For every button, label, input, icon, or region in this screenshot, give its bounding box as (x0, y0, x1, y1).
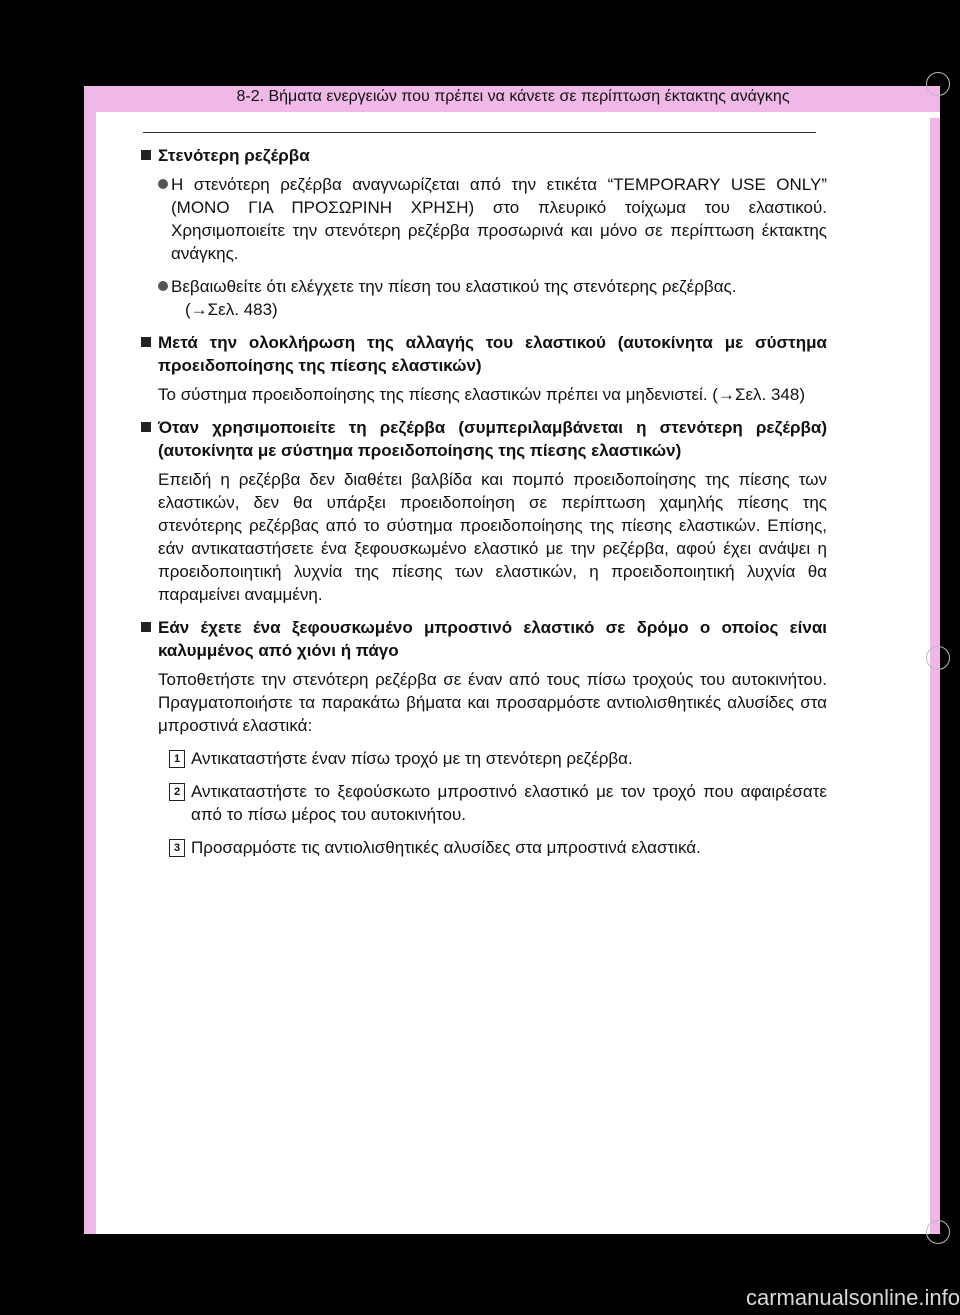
section-title: Όταν χρησιμοποιείτε τη ρεζέρβα (συμπεριλαμβάνεται η στενότερη ρεζέρβα) (αυτοκίνητα με σύστημα προειδοποίησης της πίεσης ελαστικών) (141, 416, 827, 462)
section-body: Το σύστημα προειδοποίησης της πίεσης ελαστικών πρέπει να μηδενιστεί. (→Σελ. 348) (158, 385, 806, 404)
page-reference: (→Σελ. 483) (185, 300, 278, 319)
square-bullet-icon (141, 622, 151, 632)
list-item (141, 173, 827, 265)
crop-mark-icon (926, 646, 950, 670)
right-margin-band (930, 118, 940, 1234)
section-body: Τοποθετήστε την στενότερη ρεζέρβα σε έναν από τους πίσω τροχούς του αυτοκινήτου. Πραγματοποιήστε τα παρακάτω βήματα και προσαρμόστε αντιολισθητικές αλυσίδες στα μπροστινά ελαστικά: (158, 670, 827, 735)
step-item (141, 836, 827, 859)
step-text: Αντικαταστήστε έναν πίσω τροχό με τη στενότερη ρεζέρβα. (191, 749, 633, 768)
section-title: Εάν έχετε ένα ξεφουσκωμένο μπροστινό ελαστικό σε δρόμο ο οποίος είναι καλυμμένος από χιόνι ή πάγο (141, 616, 827, 662)
step-number: 2 (169, 783, 185, 801)
page-content (141, 144, 827, 869)
section-body: Επειδή η ρεζέρβα δεν διαθέτει βαλβίδα και πομπό προειδοποίησης της πίεσης των ελαστικών, δεν θα υπάρξει προειδοποίηση σε περίπτωση χαμηλής πίεσης της στενότερης ρεζέρβας από το σύστημα προειδοποίησης της πίεσης ελαστικών. Επίσης, εάν αντικαταστήσετε ένα ξεφουσκωμένο ελαστικό με την ρεζέρβα, αφού έχει ανάψει η προειδοποιητική λυχνία της πίεσης των ελαστικών, η προειδοποιητική λυχνία θα παραμείνει αναμμένη. (158, 470, 827, 604)
bullet-text: Η στενότερη ρεζέρβα αναγνωρίζεται από την ετικέτα “TEMPORARY USE ONLY” (ΜΟΝΟ ΓΙΑ ΠΡΟΣΩΡΙΝΗ ΧΡΗΣΗ) στο πλευρικό τοίχωμα του ελαστικού. Χρησιμοποιείτε την στενότερη ρεζέρβα προσωρινά και μόνο σε περίπτωση έκτακτης ανάγκης. (171, 175, 827, 263)
square-bullet-icon (141, 422, 151, 432)
left-margin-band (84, 86, 96, 1234)
manual-page (84, 86, 940, 1234)
watermark: carmanualsonline.info (745, 1285, 960, 1310)
section-title: Μετά την ολοκλήρωση της αλλαγής του ελαστικού (αυτοκίνητα με σύστημα προειδοποίησης της πίεσης ελαστικών) (141, 331, 827, 377)
step-item (141, 747, 827, 770)
section-title: Στενότερη ρεζέρβα (141, 144, 827, 167)
page-header (96, 86, 940, 112)
circle-bullet-icon (158, 281, 168, 291)
header-title: 8-2. Βήματα ενεργειών που πρέπει να κάνετε σε περίπτωση έκτακτης ανάγκης (236, 88, 790, 105)
bullet-text: Βεβαιωθείτε ότι ελέγχετε την πίεση του ελαστικού της στενότερης ρεζέρβας. (171, 277, 737, 296)
step-text: Αντικαταστήστε το ξεφούσκωτο μπροστινό ελαστικό με τον τροχό που αφαιρέσατε από το πίσω μέρος του αυτοκινήτου. (191, 782, 827, 824)
step-number: 1 (169, 750, 185, 768)
crop-mark-icon (926, 1220, 950, 1244)
square-bullet-icon (141, 337, 151, 347)
step-item (141, 780, 827, 826)
crop-mark-icon (926, 72, 950, 96)
square-bullet-icon (141, 150, 151, 160)
circle-bullet-icon (158, 179, 168, 189)
list-item (141, 275, 827, 321)
step-text: Προσαρμόστε τις αντιολισθητικές αλυσίδες στα μπροστινά ελαστικά. (191, 838, 701, 857)
header-divider (143, 132, 816, 133)
step-number: 3 (169, 839, 185, 857)
